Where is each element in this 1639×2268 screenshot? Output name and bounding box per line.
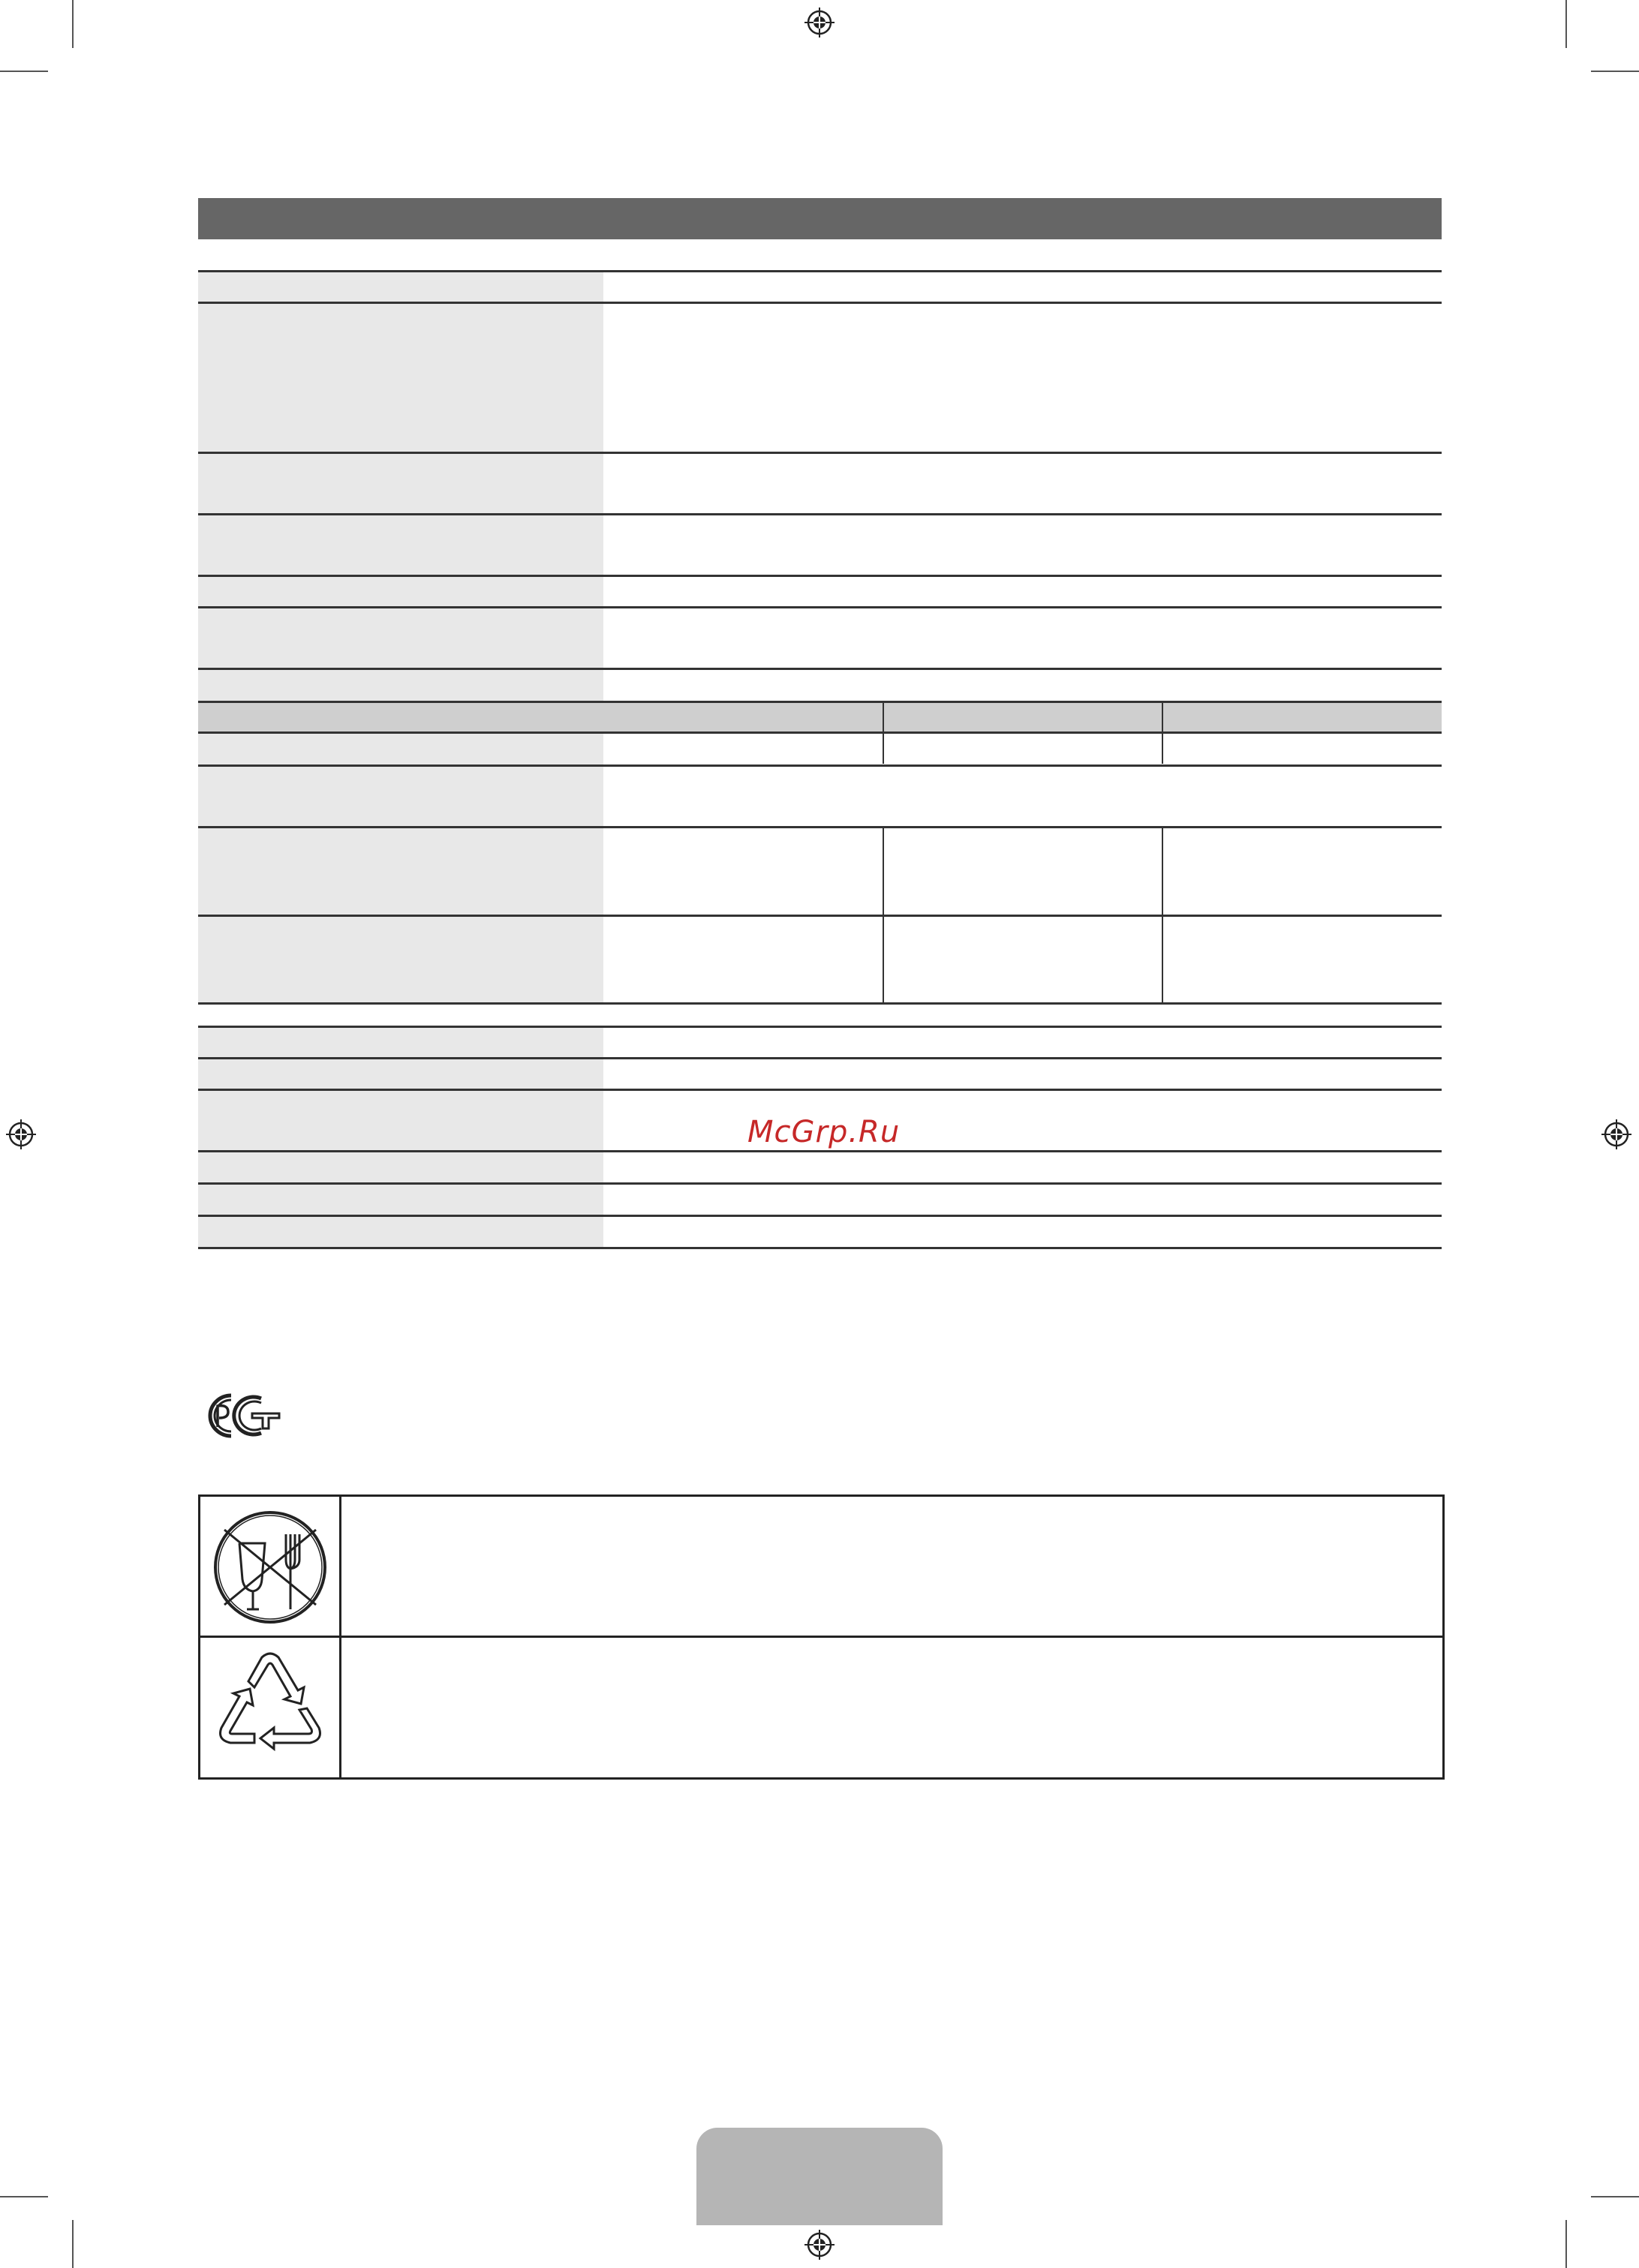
crop-mark xyxy=(1591,2196,1639,2197)
spec-label-cell xyxy=(198,827,603,915)
table-rule xyxy=(198,765,1442,767)
crop-mark xyxy=(72,0,74,48)
table-rule xyxy=(198,915,1442,917)
certification-logo-icon xyxy=(201,1389,285,1442)
crop-mark xyxy=(1591,71,1639,72)
recycling-icon xyxy=(209,1644,331,1771)
row-divider xyxy=(200,1636,1442,1638)
page-number-tab xyxy=(696,2128,943,2225)
registration-mark-icon xyxy=(6,1119,36,1149)
table-rule xyxy=(198,606,1442,608)
spec-label-cell xyxy=(198,302,603,452)
spec-label-cell xyxy=(198,1059,603,1090)
table-rule xyxy=(198,452,1442,454)
spec-label-cell xyxy=(198,452,603,514)
table-rule xyxy=(198,1002,1442,1005)
column-divider xyxy=(883,827,884,1003)
table-rule xyxy=(198,1182,1442,1185)
table-rule xyxy=(198,1215,1442,1217)
spec-label-cell xyxy=(198,668,603,702)
registration-mark-icon xyxy=(1601,1119,1631,1149)
spec-label-cell xyxy=(198,765,603,827)
table-rule xyxy=(198,1089,1442,1091)
spec-label-cell xyxy=(198,1216,603,1248)
spec-label-cell xyxy=(198,1027,603,1059)
table-rule xyxy=(198,1247,1442,1249)
spec-label-cell xyxy=(198,514,603,575)
table-rule xyxy=(198,1150,1442,1152)
column-divider xyxy=(1162,827,1163,1003)
spec-label-cell xyxy=(198,1184,603,1216)
table-rule xyxy=(198,1026,1442,1028)
column-divider xyxy=(1162,702,1163,764)
spec-label-cell xyxy=(198,575,603,607)
section-header-bar xyxy=(198,198,1442,239)
registration-mark-icon xyxy=(804,2230,835,2260)
watermark-text: McGrp.Ru xyxy=(747,1115,901,1149)
table-rule xyxy=(198,1057,1442,1059)
symbols-table xyxy=(198,1494,1445,1780)
table-rule xyxy=(198,513,1442,515)
spec-label-cell xyxy=(198,732,603,765)
crop-mark xyxy=(0,71,48,72)
crop-mark xyxy=(0,2196,48,2197)
crop-mark xyxy=(1565,2220,1567,2268)
spec-label-cell xyxy=(198,271,603,302)
spec-label-cell xyxy=(198,1090,603,1152)
table-rule xyxy=(198,302,1442,304)
registration-mark-icon xyxy=(804,8,835,38)
table-rule xyxy=(198,731,1442,734)
table-rule xyxy=(198,270,1442,272)
table-rule xyxy=(198,826,1442,828)
crop-mark xyxy=(72,2220,74,2268)
spec-label-cell xyxy=(198,1152,603,1184)
column-divider xyxy=(883,702,884,764)
spec-label-cell xyxy=(198,915,603,1003)
spec-subheader-row xyxy=(198,702,1442,732)
crop-mark xyxy=(1565,0,1567,48)
table-rule xyxy=(198,668,1442,670)
table-rule xyxy=(198,701,1442,703)
table-rule xyxy=(198,575,1442,577)
not-for-food-contact-icon xyxy=(209,1507,331,1627)
spec-label-cell xyxy=(198,607,603,668)
